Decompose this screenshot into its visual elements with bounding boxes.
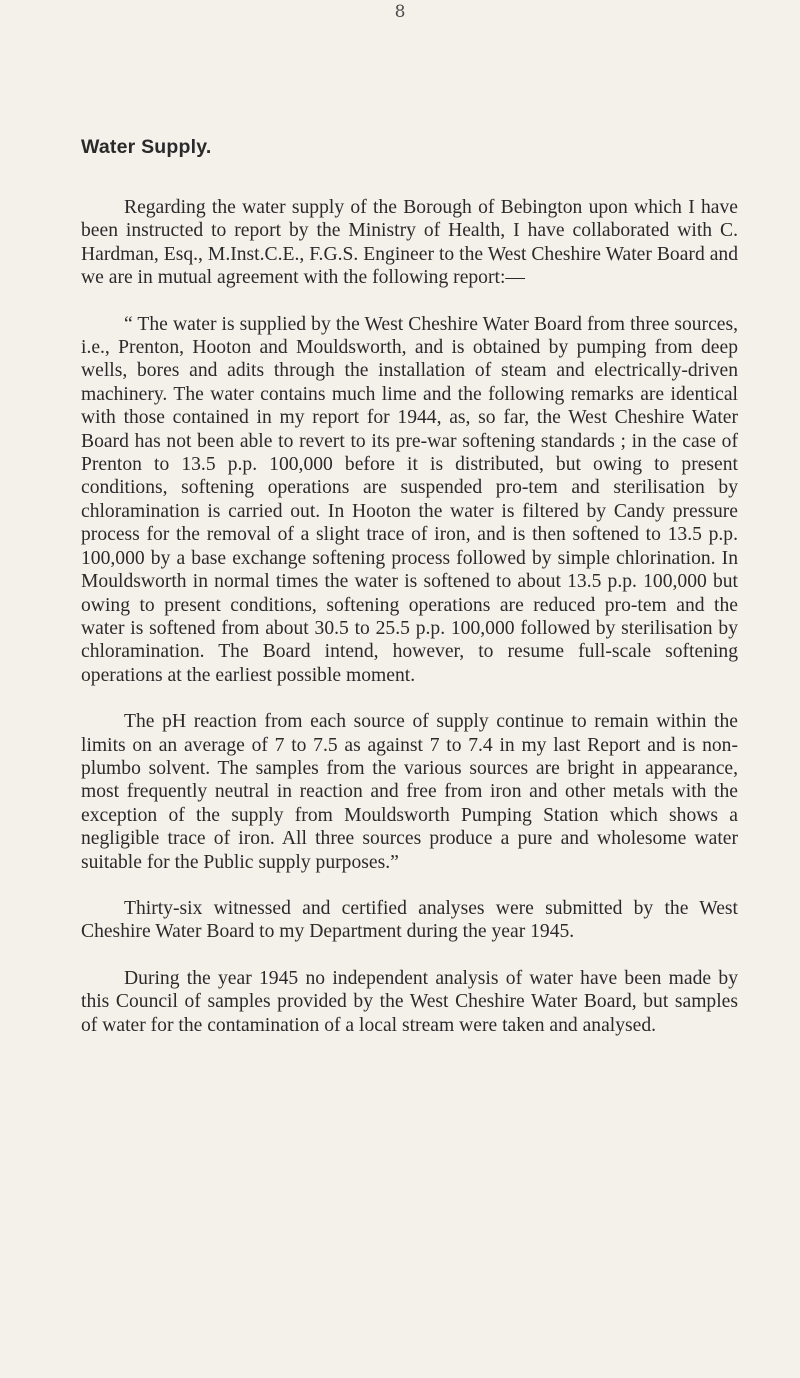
- page-number: 8: [394, 2, 406, 22]
- paragraph-independent-analysis: During the year 1945 no independent analysis of water have been made by this Council of samples provided by the West Cheshire Water Board, but samples of water for the contamination of a local stream were taken and analysed.: [81, 967, 738, 1036]
- paragraph-report-sources: “ The water is supplied by the West Cheshire Water Board from three sources, i.e., Prenton, Hooton and Mouldsworth, and is obtained by pumping from deep wells, bores and adits through the installation of steam and electrically-driven machinery. The water contains much lime and the following remarks are identical with those contained in my report for 1944, as, so far, the West Cheshire Water Board has not been able to revert to its pre-war softening standards ; in the case of Prenton to 13.5 p.p. 100,000 before it is distributed, but owing to present conditions, softening operations are suspended pro-tem and sterilisation by chloramination is carried out. In Hooton the water is filtered by Candy pressure process for the removal of a slight trace of iron, and is then softened to 13.5 p.p. 100,000 by a base exchange softening process followed by simple chlorination. In Mouldsworth in normal times the water is softened to about 13.5 p.p. 100,000 but owing to present conditions, softening operations are reduced pro-tem and the water is softened from about 30.5 to 25.5 p.p. 100,000 followed by sterilisation by chloramination. The Board intend, however, to resume full-scale softening operations at the earliest possible moment.: [81, 313, 738, 686]
- paragraph-intro: Regarding the water supply of the Borough of Bebington upon which I have been instructed to report by the Ministry of Health, I have collaborated with C. Hardman, Esq., M.Inst.C.E., F.G.S. Engineer to the West Cheshire Water Board and we are in mutual agreement with the following report:—: [81, 197, 738, 289]
- paragraph-analyses: Thirty-six witnessed and certified analyses were submitted by the West Cheshire Water Board to my Department during the year 1945.: [81, 897, 738, 943]
- body-text: [81, 196, 738, 1060]
- paragraph-report-ph: The pH reaction from each source of supply continue to remain within the limits on an average of 7 to 7.5 as against 7 to 7.4 in my last Report and is non-plumbo solvent. The samples from the various sources are bright in appearance, most frequently neutral in reaction and free from iron and other metals with the exception of the supply from Mouldsworth Pumping Station which shows a negligible trace of iron. All three sources produce a pure and wholesome water suitable for the Public supply purposes.”: [81, 711, 738, 873]
- section-heading: Water Supply.: [81, 136, 212, 158]
